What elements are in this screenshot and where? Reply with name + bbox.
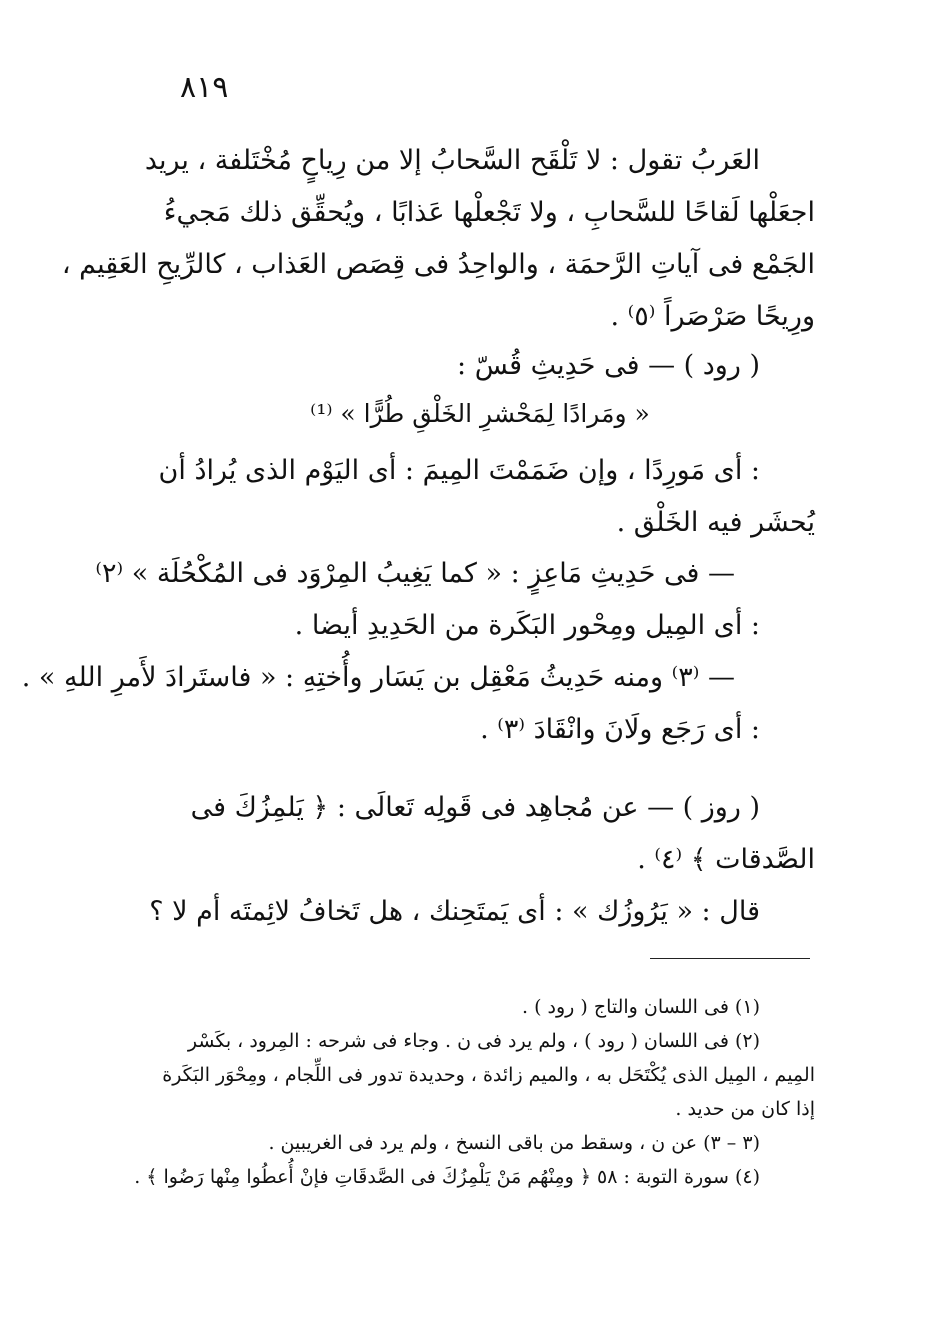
text-line: : أى المِيل ومِحْور البَكَرة من الحَدِيدِ أيضا . (294, 610, 760, 641)
main-text (61, 135, 815, 343)
entry-heading-rooz: ( روز ) — عن مُجاهِد فى قَولِه تَعالَى : ﴿ يَلمِزُكَ فى (190, 792, 760, 823)
footnote-2-line: (٢) فى اللسان ( رود ) ، ولم يرد فى ن . وجاء فى شرحه : المِرود ، بكَسْر (187, 1030, 760, 1052)
footnote-1: (١) فى اللسان والتاج ( رود ) . (521, 996, 760, 1018)
entry-heading-rood: ( رود ) — فى حَدِيثِ قُسّ : (457, 350, 760, 381)
text-line: : أى مَورِدًا ، وإن ضَمَمْتَ المِيمَ : أى اليَوْم الذى يُرادُ أن (158, 455, 760, 486)
footnote-2-line: إذا كان من حديد . (675, 1098, 815, 1120)
footnote-2-line: المِيم ، المِيل الذى يُكْتَحَل به ، والميم زائدة ، وحديدة تدور فى اللِّجام ، ومِحْوَر البَكَرة (162, 1064, 815, 1086)
footnote-4: (٤) سورة التوبة : ٥٨ ﴿ ومِنْهُم مَنْ يَلْمِزُكَ فى الصَّدقَاتِ فإنْ أُعطُوا مِنْها رَضُوا ﴾ . (134, 1166, 760, 1188)
text-line: ورِيحًا صَرْصَراً ⁽٥⁾ . (610, 301, 815, 332)
poem-verse: « ومَرادًا لِمَحْشرِ الخَلْقِ طُرًّا » ⁽¹⁾ (310, 399, 650, 428)
page-number: ٨١٩ (180, 70, 229, 105)
entry-rood (145, 340, 815, 436)
text-line: يُحشَر فيه الخَلْق . (616, 507, 815, 538)
text-line: الجَمْع فى آياتِ الرَّحمَة ، والواحِدُ فى قِصَص العَذاب ، كالرِّيحِ العَقِيم ، (61, 249, 815, 280)
paragraph-wind (61, 135, 815, 343)
text-line: الصَّدقات ﴾ ⁽٤⁾ . (637, 844, 815, 875)
paragraph-mawrid (145, 445, 815, 549)
footnotes (134, 990, 815, 1194)
text-line: اجعَلْها لَقاحًا للسَّحابِ ، ولا تَجْعلْها عَذابًا ، ويُحقِّق ذلك مَجيءُ (163, 197, 815, 228)
text-line: : أى رَجَع ولَانَ وانْقَادَ ⁽٣⁾ . (480, 714, 760, 745)
footnote-separator (650, 958, 810, 959)
entry-rooz (145, 782, 815, 938)
text-line: قال : « يَرُوزُك » : أى يَمتَحِنك ، هل تَخافُ لائِمتَه أم لا ؟ (149, 896, 760, 927)
footnote-3: (٣ – ٣) عن ن ، وسقط من باقى النسخ ، ولم يرد فى الغريبين . (268, 1132, 760, 1154)
text-line: — ⁽٣⁾ ومنه حَدِيثُ مَعْقِل بن يَسَار وأُختِهِ : « فاستَرادَ لأَمرِ اللهِ » . (21, 662, 735, 693)
paragraph-maiz (21, 548, 815, 756)
text-line: — فى حَدِيثِ مَاعِزٍ : « كما يَغِيبُ المِرْوَد فى المُكْحُلَة » ⁽٢⁾ (95, 558, 735, 589)
text-line: العَربُ تقول : لا تَلْقَح السَّحابُ إلا من رِياحٍ مُخْتَلفة ، يريد (144, 145, 760, 176)
